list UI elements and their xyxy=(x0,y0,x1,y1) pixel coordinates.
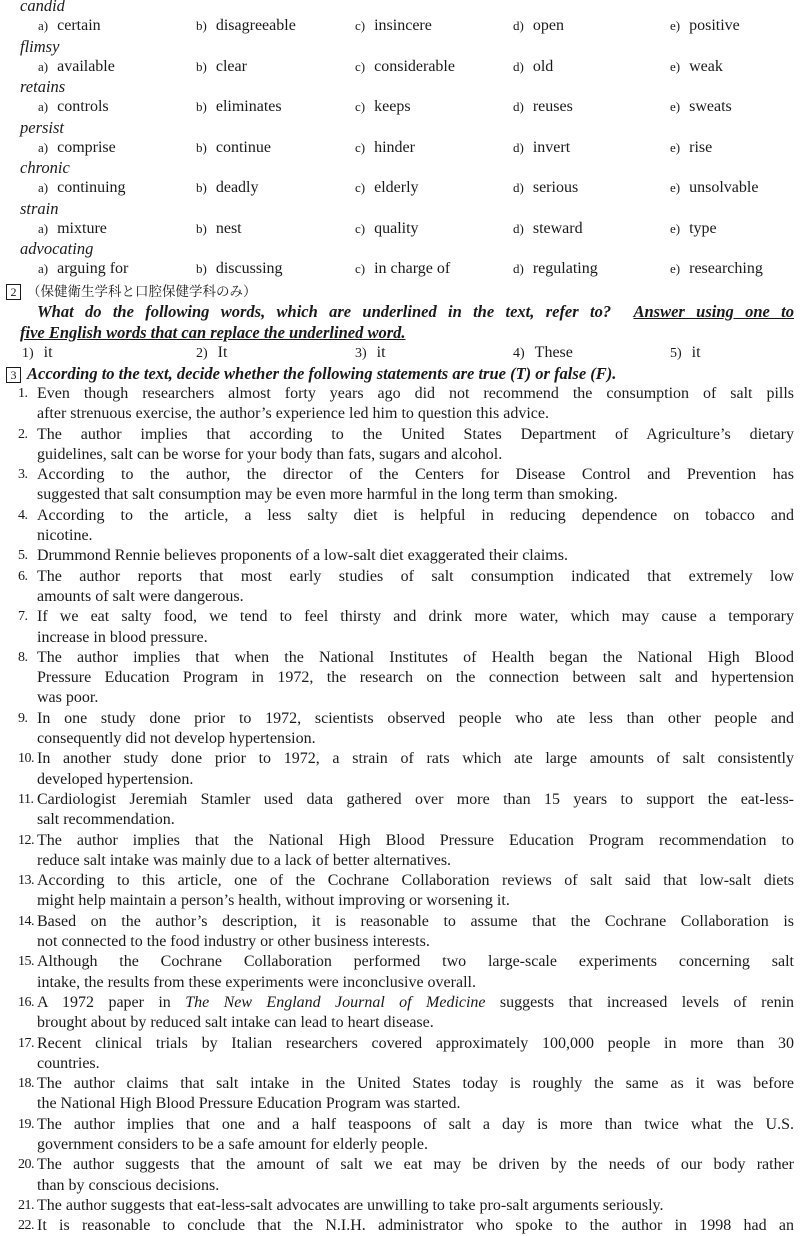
vocab-option[interactable]: a) mixture xyxy=(38,219,107,237)
statement: 16. A 1972 paper in The New England Journal of Medicine suggests that increased levels of renin brought about by reduced salt intake can lead to heart disease. xyxy=(18,993,795,1032)
statement: 10. In another study done prior to 1972, a strain of rats which ate large amounts of salt consistently developed hypertension. xyxy=(18,750,794,788)
vocab-option[interactable]: a) certain xyxy=(38,17,101,34)
statement: 19. The author implies that one and a half teaspoons of salt a day is more than twice what the U.S. government considers to be a safe amount for elderly people. xyxy=(18,1115,794,1153)
vocab-options xyxy=(0,16,800,37)
reference-item: 4) These xyxy=(513,343,573,361)
vocab-word: flimsy xyxy=(20,36,60,56)
statement: 6. The author reports that most early studies of salt consumption indicated that extremely low amounts of salt were dangerous. xyxy=(18,567,794,605)
section-3-header xyxy=(0,364,800,384)
statement: 13. According to this article, one of the Cochrane Collaboration reviews of salt said that low-salt diets might help maintain a person’s health, without improving or worsening it. xyxy=(18,872,794,910)
vocab-option[interactable]: d) old xyxy=(513,57,554,75)
reference-items xyxy=(0,343,800,364)
vocab-option[interactable]: d) open xyxy=(513,17,564,34)
vocab-word: retains xyxy=(20,77,66,96)
vocab-option[interactable]: c) insincere xyxy=(355,17,432,34)
vocab-option[interactable]: e) weak xyxy=(670,57,723,75)
section-2-header xyxy=(0,282,800,302)
section-2 xyxy=(0,282,800,363)
statement: 4. According to the article, a less salty diet is helpful in reducing dependence on tobacco and nicotine. xyxy=(18,506,794,545)
vocab-options xyxy=(0,259,800,280)
vocab-word: chronic xyxy=(20,158,70,177)
statement: 8. The author implies that when the National Institutes of Health began the National High Blood Pressure Education Program in 1972, the research on the connection between salt and hypertension was poor. xyxy=(18,648,794,707)
statement: 11. Cardiologist Jeremiah Stamler used data gathered over more than 15 years to support the eat-less- salt recommendation. xyxy=(18,790,794,829)
statement: 15. Although the Cochrane Collaboration performed two large-scale experiments concerning salt intake, the results from these experiments were inconclusive overall. xyxy=(18,953,794,991)
statement: 5. Drummond Rennie believes proponents of a low-salt diet exaggerated their claims. xyxy=(18,547,568,565)
statement: 1. Even though researchers almost forty years ago did not recommend the consumption of salt pills after strenuous exercise, the author’s experience led him to question this advice. xyxy=(18,385,794,423)
section-2-instruction-line-1: What do the following words, which are underlined in the text, refer to? Answer using one to xyxy=(37,302,795,322)
statement: 3. According to the author, the director of the Centers for Disease Control and Prevention has suggested that salt consumption may be even more harmful in the long term than smoking. xyxy=(18,466,794,504)
vocab-word: advocating xyxy=(20,239,94,258)
vocab-option[interactable]: d) steward xyxy=(513,219,583,237)
vocab-option[interactable]: b) deadly xyxy=(196,179,259,196)
statement: 12. The author implies that the National High Blood Pressure Education Program recommendation to reduce salt intake was mainly due to a lack of better alternatives. xyxy=(18,831,794,869)
vocab-option[interactable]: e) unsolvable xyxy=(670,179,759,196)
statement: 2. The author implies that according to the United States Department of Agriculture’s dietary guidelines, salt can be worse for your body than fats, sugars and alcohol. xyxy=(18,425,794,463)
vocab-option[interactable]: b) disagreeable xyxy=(196,17,296,34)
vocab-option[interactable]: a) available xyxy=(38,57,115,75)
reference-item: 3) it xyxy=(355,343,386,361)
vocab-option[interactable]: d) regulating xyxy=(513,260,598,277)
vocab-option[interactable]: c) elderly xyxy=(355,179,419,196)
vocab-option[interactable]: e) type xyxy=(670,219,717,237)
statement: 18. The author claims that salt intake in the United States today is roughly the same as it was before the National High Blood Pressure Education Program was started. xyxy=(18,1075,794,1113)
vocab-option[interactable]: b) eliminates xyxy=(196,98,282,115)
section-number-box: 3 xyxy=(6,367,21,383)
vocab-option[interactable]: c) hinder xyxy=(355,138,415,156)
vocab-option[interactable]: e) rise xyxy=(670,138,713,156)
vocab-options xyxy=(0,178,800,199)
vocab-option[interactable]: a) continuing xyxy=(38,179,126,196)
vocab-option[interactable]: a) comprise xyxy=(38,138,116,156)
vocab-option[interactable]: c) considerable xyxy=(355,57,455,75)
vocab-option[interactable]: d) invert xyxy=(513,138,571,156)
section-2-instruction-line-2: five English words that can replace the underlined word. xyxy=(20,322,406,342)
reference-item: 2) It xyxy=(196,343,228,361)
vocab-option[interactable]: a) arguing for xyxy=(38,260,129,277)
vocab-option[interactable]: c) quality xyxy=(355,219,419,237)
section-number-box: 2 xyxy=(6,284,21,300)
vocab-option[interactable]: b) clear xyxy=(196,57,247,75)
vocab-option[interactable]: b) nest xyxy=(196,219,242,237)
vocab-option[interactable]: c) keeps xyxy=(355,98,411,115)
statement: 7. If we eat salty food, we tend to feel thirsty and drink more water, which may cause a temporary increase in blood pressure. xyxy=(18,608,794,646)
vocab-option[interactable]: e) positive xyxy=(670,17,740,34)
section-3-instruction: According to the text, decide whether the following statements are true (T) or false (F). xyxy=(27,364,617,383)
statements-list xyxy=(0,384,800,1236)
vocabulary-questions xyxy=(0,0,800,280)
vocab-options xyxy=(0,219,800,240)
vocab-option[interactable]: e) sweats xyxy=(670,98,732,115)
section-2-note: （保健衛生学科と口腔保健学科のみ） xyxy=(27,284,257,300)
vocab-option[interactable]: d) serious xyxy=(513,179,579,196)
reference-item: 5) it xyxy=(670,343,701,361)
statement: 9. In one study done prior to 1972, scientists observed people who ate less than other people and consequently did not develop hypertension. xyxy=(18,709,794,748)
vocab-word: persist xyxy=(20,117,65,137)
vocab-option[interactable]: b) continue xyxy=(196,138,271,156)
statement: 14. Based on the author’s description, it is reasonable to assume that the Cochrane Collaboration is not connected to the food industry or other business interests. xyxy=(18,912,794,951)
vocab-option[interactable]: d) reuses xyxy=(513,98,573,115)
vocab-option[interactable]: e) researching xyxy=(670,260,763,277)
vocab-option[interactable]: a) controls xyxy=(38,98,109,115)
vocab-word: strain xyxy=(20,198,59,218)
reference-item: 1) it xyxy=(22,343,53,361)
vocab-options xyxy=(0,97,800,118)
statement: 20. The author suggests that the amount of salt we eat may be driven by the needs of our body rather than by conscious decisions. xyxy=(18,1156,794,1194)
statement: 22. It is reasonable to conclude that the N.I.H. administrator who spoke to the author in 1998 had an xyxy=(18,1217,794,1235)
vocab-options xyxy=(0,138,800,159)
vocab-options xyxy=(0,57,800,78)
statement: 17. Recent clinical trials by Italian researchers covered approximately 100,000 people in more than 30 countries. xyxy=(18,1034,794,1072)
vocab-option[interactable]: c) in charge of xyxy=(355,260,451,277)
vocab-option[interactable]: b) discussing xyxy=(196,260,283,277)
vocab-word: candid xyxy=(20,0,65,15)
statement: 21. The author suggests that eat-less-salt advocates are unwilling to take pro-salt arguments seriously. xyxy=(18,1196,664,1214)
